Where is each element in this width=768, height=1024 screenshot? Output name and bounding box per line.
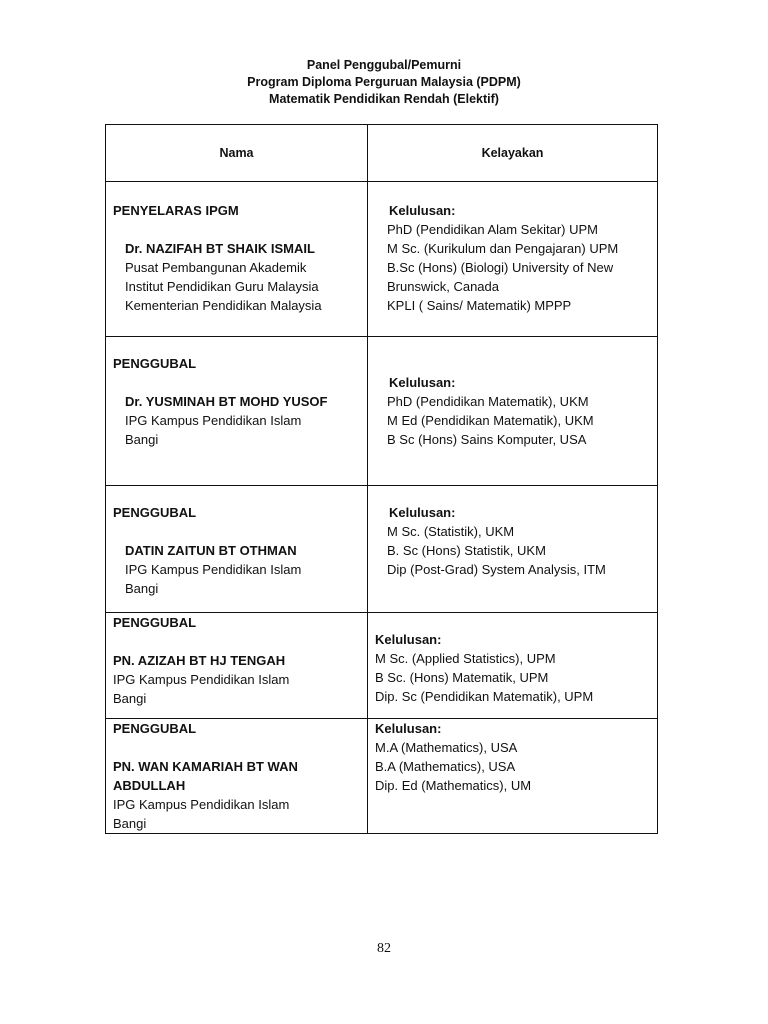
qualification-line: B.A (Mathematics), USA <box>375 759 516 774</box>
affiliation-line: Bangi <box>125 581 159 596</box>
nama-cell <box>106 719 368 834</box>
qualification-line: M Ed (Pendidikan Matematik), UKM <box>387 413 594 428</box>
table-header-row <box>106 125 658 182</box>
affiliation-line: IPG Kampus Pendidikan Islam <box>113 672 290 687</box>
qualification-line: Dip. Ed (Mathematics), UM <box>375 778 532 793</box>
role-label: PENGGUBAL <box>113 721 197 736</box>
affiliation-line: IPG Kampus Pendidikan Islam <box>113 797 290 812</box>
kelayakan-cell <box>368 337 658 486</box>
role-label: PENGGUBAL <box>113 356 197 371</box>
affiliation-line: Bangi <box>113 691 147 706</box>
header-program: Program Diploma Perguruan Malaysia (PDPM) <box>247 75 521 89</box>
qualification-line: B Sc. (Hons) Matematik, UPM <box>375 670 549 685</box>
person-name: DATIN ZAITUN BT OTHMAN <box>125 543 297 558</box>
role-label: PENGGUBAL <box>113 505 197 520</box>
person-name: PN. AZIZAH BT HJ TENGAH <box>113 653 286 668</box>
nama-cell <box>106 182 368 337</box>
qualification-title: Kelulusan: <box>389 505 456 520</box>
kelayakan-cell <box>368 613 658 719</box>
qualification-line: M Sc. (Kurikulum dan Pengajaran) UPM <box>387 241 619 256</box>
qualification-line: Dip. Sc (Pendidikan Matematik), UPM <box>375 689 594 704</box>
column-header-nama: Nama <box>106 125 368 182</box>
nama-cell <box>106 337 368 486</box>
nama-cell <box>106 613 368 719</box>
affiliation-line: Bangi <box>113 816 147 831</box>
qualification-line: B.Sc (Hons) (Biologi) University of New <box>387 260 614 275</box>
header-subject: Matematik Pendidikan Rendah (Elektif) <box>269 92 499 106</box>
table-row <box>106 719 658 834</box>
qualification-title: Kelulusan: <box>375 632 442 647</box>
role-label: PENGGUBAL <box>113 615 197 630</box>
qualification-line: Dip (Post-Grad) System Analysis, ITM <box>387 562 606 577</box>
qualification-line: Brunswick, Canada <box>387 279 499 294</box>
kelayakan-cell <box>368 719 658 834</box>
qualification-title: Kelulusan: <box>389 375 456 390</box>
kelayakan-cell <box>368 486 658 613</box>
affiliation-line: Institut Pendidikan Guru Malaysia <box>125 279 319 294</box>
person-name: Dr. NAZIFAH BT SHAIK ISMAIL <box>125 241 315 256</box>
document-header <box>0 57 768 108</box>
person-name-continued: ABDULLAH <box>113 778 186 793</box>
table-row <box>106 486 658 613</box>
affiliation-line: IPG Kampus Pendidikan Islam <box>125 562 302 577</box>
kelayakan-cell <box>368 182 658 337</box>
affiliation-line: Pusat Pembangunan Akademik <box>125 260 307 275</box>
table-row <box>106 337 658 486</box>
qualification-line: PhD (Pendidikan Matematik), UKM <box>387 394 589 409</box>
qualification-line: B. Sc (Hons) Statistik, UKM <box>387 543 546 558</box>
panel-table <box>105 124 658 834</box>
page-number: 82 <box>377 941 391 956</box>
column-header-kelayakan: Kelayakan <box>368 125 658 182</box>
qualification-line: PhD (Pendidikan Alam Sekitar) UPM <box>387 222 598 237</box>
table-row <box>106 613 658 719</box>
qualification-line: M.A (Mathematics), USA <box>375 740 518 755</box>
affiliation-line: IPG Kampus Pendidikan Islam <box>125 413 302 428</box>
qualification-title: Kelulusan: <box>375 721 442 736</box>
person-name: Dr. YUSMINAH BT MOHD YUSOF <box>125 394 328 409</box>
person-name: PN. WAN KAMARIAH BT WAN <box>113 759 298 774</box>
qualification-line: B Sc (Hons) Sains Komputer, USA <box>387 432 587 447</box>
header-title: Panel Penggubal/Pemurni <box>306 58 462 72</box>
qualification-line: M Sc. (Applied Statistics), UPM <box>375 651 556 666</box>
qualification-line: KPLI ( Sains/ Matematik) MPPP <box>387 298 572 313</box>
role-label: PENYELARAS IPGM <box>113 203 239 218</box>
nama-cell <box>106 486 368 613</box>
affiliation-line: Bangi <box>125 432 159 447</box>
table-row <box>106 182 658 337</box>
affiliation-line: Kementerian Pendidikan Malaysia <box>125 298 322 313</box>
qualification-line: M Sc. (Statistik), UKM <box>387 524 515 539</box>
qualification-title: Kelulusan: <box>389 203 456 218</box>
